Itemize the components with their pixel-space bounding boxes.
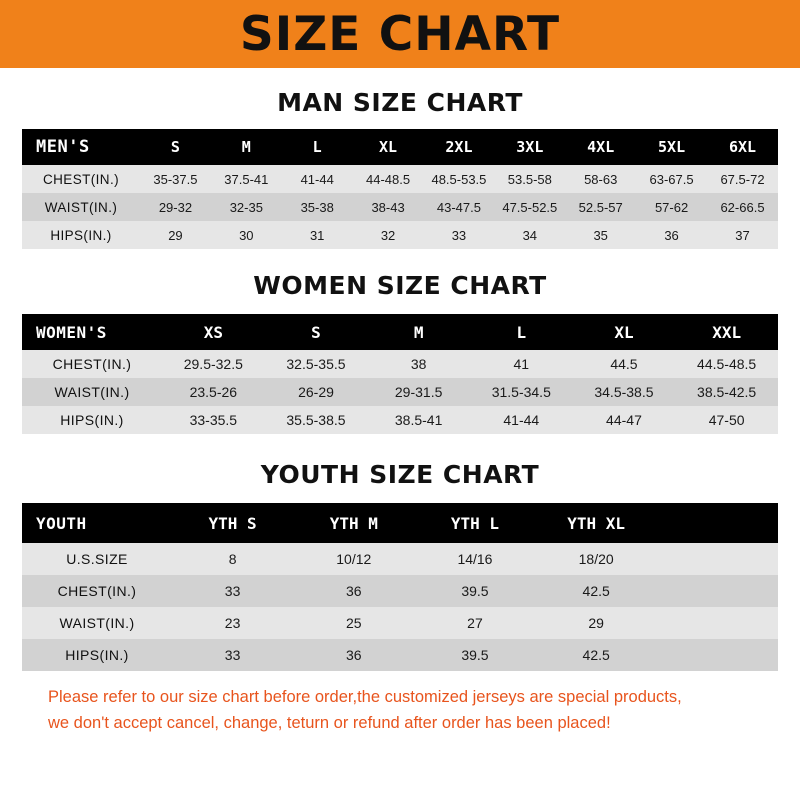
cell: 62-66.5 [720, 199, 765, 215]
cell: 35 [593, 227, 608, 243]
cell: 8 [228, 551, 237, 567]
cell: 33 [224, 583, 241, 599]
cell-spacer [657, 639, 778, 671]
cell: 57-62 [654, 199, 689, 215]
cell: 53.5-58 [507, 171, 552, 187]
men-header-label: MEN'S [36, 137, 90, 157]
youth-header-cell: YTH S [208, 513, 257, 533]
cell: 35.5-38.5 [286, 412, 346, 428]
cell: 32.5-35.5 [286, 356, 346, 372]
table-row [22, 639, 778, 671]
cell: 44-48.5 [366, 171, 411, 187]
cell-spacer [657, 607, 778, 639]
youth-header-spacer [657, 503, 778, 543]
cell: 26-29 [298, 384, 334, 400]
men-header-cell: 4XL [587, 138, 615, 156]
row-label: HIPS(IN.) [60, 412, 124, 428]
youth-header-cell: YTH M [329, 513, 378, 533]
cell: 34 [522, 227, 538, 243]
men-header-cell: XL [379, 138, 398, 156]
cell: 38 [410, 356, 427, 372]
row-label: HIPS(IN.) [50, 227, 112, 243]
row-label: WAIST(IN.) [54, 384, 130, 400]
cell: 25 [345, 615, 362, 631]
men-table-body [22, 165, 778, 249]
row-label: WAIST(IN.) [59, 615, 135, 631]
cell: 29 [588, 615, 604, 631]
cell: 47.5-52.5 [502, 199, 558, 215]
women-table-body [22, 350, 778, 434]
cell: 38-43 [371, 199, 405, 215]
women-header-label: WOMEN'S [36, 322, 107, 342]
youth-size-table [22, 503, 778, 671]
row-label: HIPS(IN.) [65, 647, 129, 663]
cell: 33 [451, 227, 467, 243]
cell: 41-44 [300, 171, 334, 187]
cell: 63-67.5 [649, 171, 694, 187]
cell-spacer [657, 575, 778, 607]
row-label: U.S.SIZE [66, 551, 128, 567]
footer-line-1: Please refer to our size chart before order,the customized jerseys are special products, [48, 688, 682, 706]
table-row [22, 221, 778, 249]
youth-header-cell: YTH XL [567, 513, 626, 533]
cell: 14/16 [457, 551, 493, 567]
men-table-head [22, 129, 778, 165]
cell: 58-63 [584, 171, 618, 187]
women-section-title: WOMEN SIZE CHART [253, 271, 547, 300]
women-header-cell: S [311, 322, 321, 342]
men-header-cell: L [312, 138, 322, 156]
women-header-cell: XXL [712, 322, 742, 342]
cell: 33-35.5 [189, 412, 238, 428]
women-header-cell: XL [614, 322, 634, 342]
cell: 36 [664, 227, 679, 243]
table-row [22, 406, 778, 434]
cell: 42.5 [582, 583, 610, 599]
cell: 35-37.5 [153, 171, 198, 187]
cell: 41 [513, 356, 530, 372]
men-header-cell: 6XL [728, 138, 757, 156]
cell-spacer [657, 543, 778, 575]
cell: 52.5-57 [578, 199, 623, 215]
cell: 36 [345, 647, 362, 663]
row-label: WAIST(IN.) [44, 199, 118, 215]
cell: 38.5-42.5 [697, 384, 757, 400]
cell: 23.5-26 [189, 384, 238, 400]
cell: 32 [380, 227, 396, 243]
page-title: SIZE CHART [239, 6, 561, 62]
table-header-row [22, 129, 778, 165]
cell: 67.5-72 [720, 171, 765, 187]
cell: 10/12 [336, 551, 372, 567]
cell: 39.5 [461, 647, 489, 663]
chart-content [0, 68, 800, 800]
cell: 23 [224, 615, 241, 631]
header-banner [0, 0, 800, 68]
youth-header-cell: YTH L [450, 513, 500, 533]
cell: 37.5-41 [224, 171, 269, 187]
cell: 43-47.5 [436, 199, 481, 215]
cell: 33 [224, 647, 241, 663]
youth-header-label: YOUTH [36, 513, 87, 533]
cell: 29.5-32.5 [183, 356, 243, 372]
men-header-cell: 5XL [658, 138, 686, 156]
cell: 42.5 [582, 647, 610, 663]
cell: 34.5-38.5 [594, 384, 654, 400]
table-row [22, 575, 778, 607]
cell: 29-31.5 [394, 384, 443, 400]
cell: 44.5 [610, 356, 638, 372]
cell: 38.5-41 [394, 412, 443, 428]
youth-table-body [22, 543, 778, 671]
cell: 35-38 [300, 199, 334, 215]
cell: 29-32 [158, 199, 193, 215]
cell: 30 [239, 227, 254, 243]
table-header-row [22, 314, 778, 350]
cell: 44.5-48.5 [697, 356, 757, 372]
cell: 31 [309, 227, 325, 243]
cell: 41-44 [503, 412, 540, 428]
cell: 44-47 [606, 412, 642, 428]
cell: 32-35 [229, 199, 263, 215]
women-table-head [22, 314, 778, 350]
men-header-cell: 2XL [445, 138, 473, 156]
youth-table-head [22, 503, 778, 543]
men-header-cell: 3XL [516, 138, 544, 156]
row-label: CHEST(IN.) [52, 356, 132, 372]
women-size-table [22, 314, 778, 434]
cell: 48.5-53.5 [431, 171, 487, 187]
cell: 39.5 [461, 583, 489, 599]
men-section-title: MAN SIZE CHART [277, 88, 523, 117]
cell: 36 [345, 583, 362, 599]
table-header-row [22, 503, 778, 543]
table-row [22, 165, 778, 193]
women-header-cell: M [413, 322, 424, 342]
table-row [22, 350, 778, 378]
women-header-cell: XS [203, 322, 223, 342]
men-header-cell: M [241, 138, 251, 156]
cell: 47-50 [708, 412, 745, 428]
youth-section-title: YOUTH SIZE CHART [260, 460, 540, 489]
cell: 37 [735, 227, 750, 243]
men-size-table [22, 129, 778, 249]
cell: 27 [467, 615, 483, 631]
footer-line-2: we don't accept cancel, change, teturn or refund after order has been placed! [48, 713, 611, 732]
footer-note [22, 685, 778, 736]
row-label: CHEST(IN.) [57, 583, 137, 599]
table-row [22, 607, 778, 639]
table-row [22, 543, 778, 575]
men-header-cell: S [170, 138, 180, 156]
cell: 31.5-34.5 [491, 384, 551, 400]
cell: 29 [168, 227, 183, 243]
cell: 18/20 [578, 551, 614, 567]
table-row [22, 378, 778, 406]
row-label: CHEST(IN.) [43, 171, 119, 187]
table-row [22, 193, 778, 221]
women-header-cell: L [516, 322, 527, 342]
